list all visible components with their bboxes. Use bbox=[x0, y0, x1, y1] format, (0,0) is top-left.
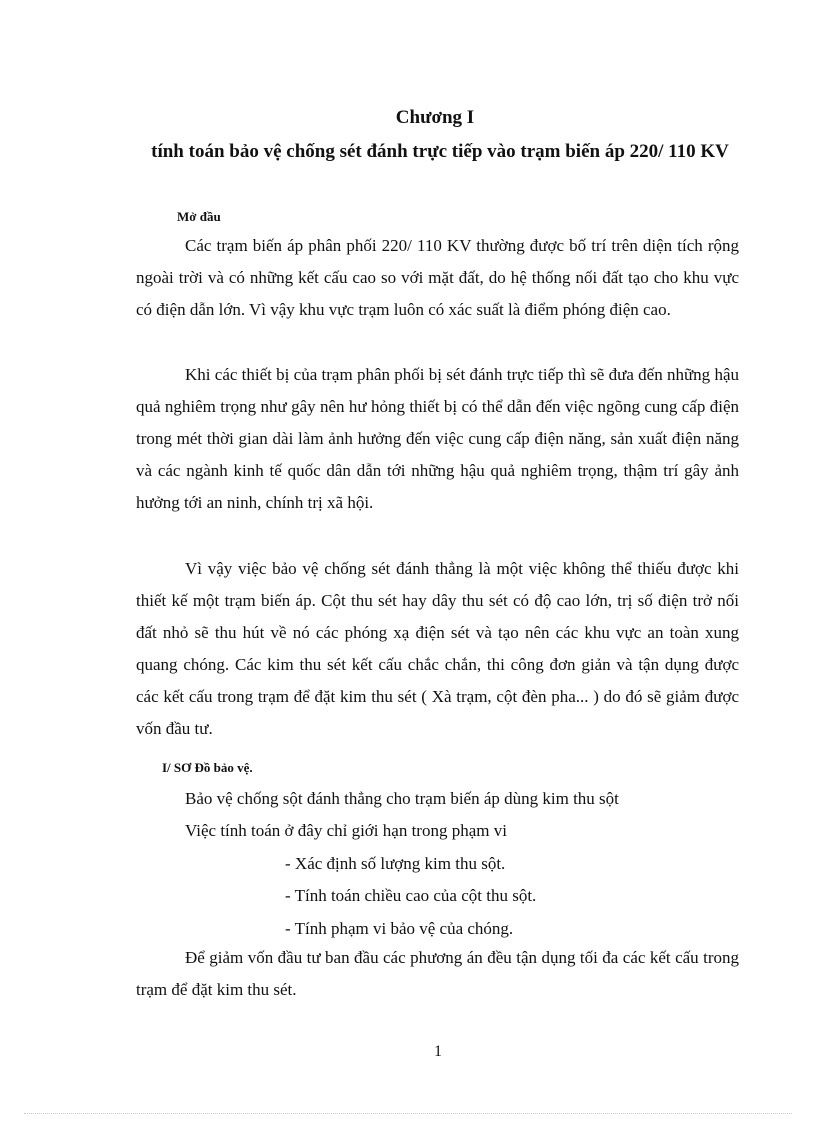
page-number: 1 bbox=[434, 1043, 442, 1060]
chapter-subtitle: tính toán bảo vệ chống sét đánh trực tiếp vào trạm biến áp 220/ 110 KV bbox=[151, 141, 729, 162]
intro-paragraph-3: Vì vậy việc bảo vệ chống sét đánh thẳng là một việc không thể thiếu được khi thiết kế một trạm biến áp. Cột thu sét hay dây thu sét có độ cao lớn, trị số điện trở nối đất nhỏ sẽ thu hút về nó các phóng xạ điện sét và tạo nên các khu vực an toàn xung quang chóng. Các kim thu sét kết cấu chắc chắn, thi công đơn giản và tận dụng được các kết cấu trong trạm để đặt kim thu sét ( Xà trạm, cột đèn pha... ) do đó sẽ giảm được vốn đầu tư. bbox=[136, 559, 739, 738]
bullet-item: - Tính phạm vi bảo vệ của chóng. bbox=[285, 919, 514, 938]
section-1-line-2: Việc tính toán ở đây chỉ giới hạn trong phạm vi bbox=[185, 821, 507, 840]
intro-paragraph-2: Khi các thiết bị của trạm phân phối bị sét đánh trực tiếp thì sẽ đưa đến những hậu quả nghiêm trọng như gây nên hư hỏng thiết bị có thể dẫn đến việc ngõng cung cấp điện trong mét thời gian dài làm ảnh hưởng đến việc cung cấp điện năng, sản xuất điện năng và các ngành kinh tế quốc dân dẫn tới những hậu quả nghiêm trọng, thậm trí gây ảnh hưởng tới an ninh, chính trị xã hội. bbox=[136, 365, 739, 512]
section-1-heading: I/ SƠ Đồ bảo vệ. bbox=[162, 760, 253, 775]
section-1-line-1: Bảo vệ chống sột đánh thẳng cho trạm biến áp dùng kim thu sột bbox=[185, 789, 619, 808]
intro-heading: Mở đầu bbox=[177, 209, 221, 224]
intro-paragraph-1: Các trạm biến áp phân phối 220/ 110 KV thường được bố trí trên diện tích rộng ngoài trời và có những kết cấu cao so với mặt đất, do hệ thống nối đất tạo cho khu vực có điện dẫn lớn. Vì vậy khu vực trạm luôn có xác suất là điểm phóng điện cao. bbox=[136, 236, 739, 319]
bullet-item: - Xác định số lượng kim thu sột. bbox=[285, 854, 506, 873]
footer-divider bbox=[24, 1113, 792, 1114]
chapter-title: Chương I bbox=[395, 107, 475, 128]
bullet-item: - Tính toán chiều cao của cột thu sột. bbox=[285, 886, 537, 905]
section-1-closing-paragraph: Để giảm vốn đầu tư ban đầu các phương án đều tận dụng tối đa các kết cấu trong trạm để đặt kim thu sét. bbox=[136, 948, 739, 999]
